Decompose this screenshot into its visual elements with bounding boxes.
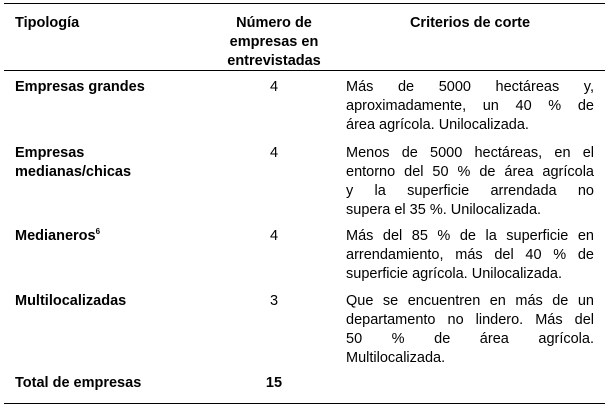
row-criterio [346, 292, 594, 368]
criterio-line: Más del 85 % de la superficie en [346, 228, 594, 244]
row-criterio [346, 227, 594, 284]
header-numero-line: entrevistadas [227, 53, 321, 69]
header-numero-empresas [210, 14, 338, 71]
criterio-line: entorno del 50 % de área agrícola [346, 164, 594, 180]
tipologia-line: medianas/chicas [15, 164, 132, 180]
criterio-line: arrendamiento, más del 40 % de [346, 247, 594, 263]
criterio-line: superficie agrícola. Unilocalizada. [346, 266, 562, 282]
row-criterio [346, 78, 594, 135]
row-numero: 4 [269, 79, 279, 95]
row-tipologia: Empresas grandes [15, 79, 145, 95]
header-tipologia: Tipología [15, 15, 80, 31]
tipologia-label: Medianeros [15, 228, 96, 244]
criterio-line: Más de 5000 hectáreas y, [346, 79, 594, 95]
criterio-line: Menos de 5000 hectáreas, en el [346, 145, 594, 161]
criterio-line: aproximadamente, un 40 % de [346, 98, 594, 114]
criterio-line: 50 % de área agrícola. [346, 331, 594, 347]
row-tipologia: Multilocalizadas [15, 293, 127, 309]
row-criterio [346, 144, 594, 220]
table-bottom-rule [4, 403, 605, 404]
total-value: 15 [265, 375, 283, 391]
row-numero: 4 [269, 228, 279, 244]
header-criterios: Criterios de corte [409, 15, 531, 31]
criterio-line: Que se encuentren en más de un [346, 293, 594, 309]
header-numero-line: Número de [236, 15, 312, 31]
criterio-line: Multilocalizada. [346, 350, 446, 366]
header-numero-line: empresas en [229, 34, 319, 50]
criterio-line: supera el 35 %. Unilocalizada. [346, 202, 542, 218]
row-numero: 4 [269, 145, 279, 161]
criterio-line: y la superficie arrendada no [346, 183, 594, 199]
row-numero: 3 [269, 293, 279, 309]
row-tipologia [15, 227, 215, 246]
criterio-line: departamento no lindero. Más del [346, 312, 594, 328]
tipologia-line: Empresas [15, 145, 85, 161]
footnote-marker: 6 [95, 227, 101, 236]
row-tipologia [15, 144, 215, 182]
criterio-line: área agrícola. Unilocalizada. [346, 117, 529, 133]
table-top-rule [4, 3, 605, 4]
total-label: Total de empresas [15, 375, 142, 391]
